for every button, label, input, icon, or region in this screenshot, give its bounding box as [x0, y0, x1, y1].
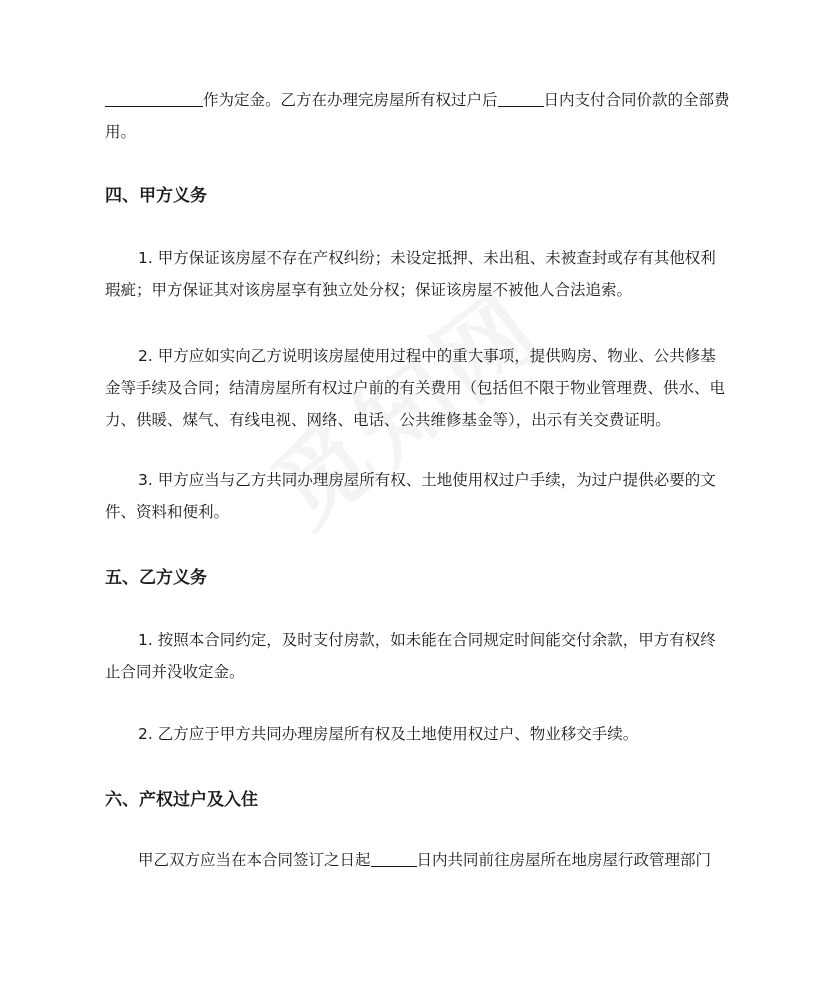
- fill-blank[interactable]: [498, 88, 544, 107]
- section-heading-5: 五、乙方义务: [105, 568, 207, 588]
- intro-text-1: 作为定金。乙方在办理完房屋所有权过户后: [203, 91, 498, 109]
- section-heading-4: 四、甲方义务: [105, 186, 207, 206]
- section5-item-2: [105, 718, 730, 750]
- section6-text-2: 日内共同前往房屋所在地房屋行政管理部门: [416, 851, 712, 869]
- section4-item-3-text: 3. 甲方应当与乙方共同办理房屋所有权、土地使用权过户手续，为过户提供必要的文件、资料和便利。: [105, 471, 716, 521]
- section6-paragraph: [105, 844, 730, 876]
- section4-item-1-text: 1. 甲方保证该房屋不存在产权纠纷；未设定抵押、未出租、未被查封或存有其他权利瑕疵；甲方保证其对该房屋享有独立处分权；保证该房屋不被他人合法追索。: [105, 249, 716, 299]
- fill-blank[interactable]: [105, 88, 203, 107]
- section4-item-2: [105, 340, 730, 436]
- section5-item-1: [105, 624, 730, 688]
- section4-item-2-text: 2. 甲方应如实向乙方说明该房屋使用过程中的重大事项，提供购房、物业、公共修基金等手续及合同；结清房屋所有权过户前的有关费用（包括但不限于物业管理费、供水、电力、供暖、煤气、有线电视、网络、电话、公共维修基金等），出示有关交费证明。: [105, 347, 726, 429]
- section6-text-1: 甲乙双方应当在本合同签订之日起: [138, 851, 371, 869]
- fill-blank[interactable]: [371, 848, 417, 867]
- section5-item-2-text: 2. 乙方应于甲方共同办理房屋所有权及土地使用权过户、物业移交手续。: [138, 725, 639, 743]
- section-heading-6: 六、产权过户及入住: [105, 790, 258, 810]
- intro-text-2: 日内支付合同价款的全部费用。: [105, 91, 730, 141]
- section5-item-1-text: 1. 按照本合同约定，及时支付房款，如未能在合同规定时间能交付余款，甲方有权终止合同并没收定金。: [105, 631, 716, 681]
- section4-item-3: [105, 464, 730, 528]
- intro-paragraph: [105, 84, 730, 148]
- section4-item-1: [105, 242, 730, 306]
